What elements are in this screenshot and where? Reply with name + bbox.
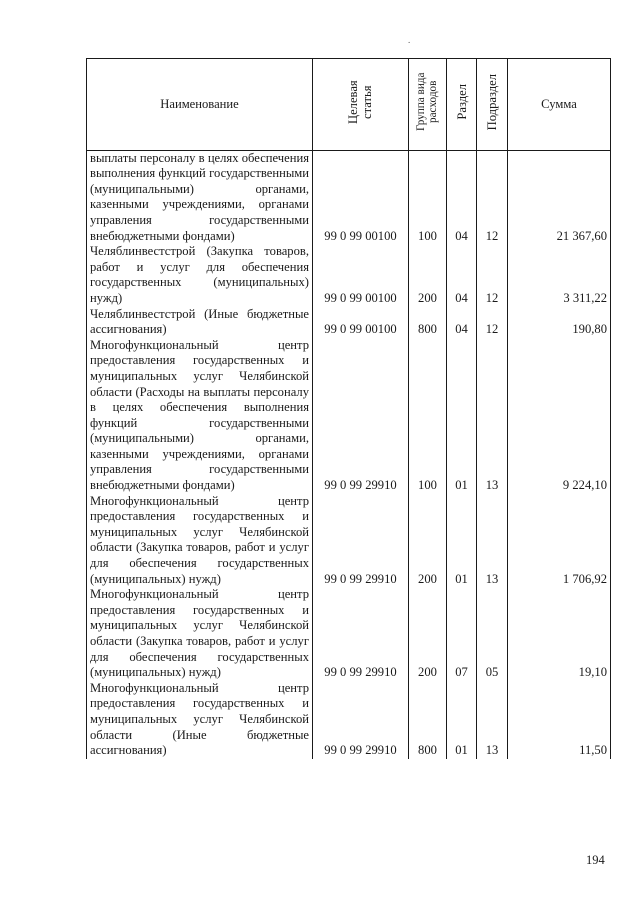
header-target-article-cell [313, 59, 409, 151]
row-article: 99 0 99 29910 [313, 338, 409, 494]
row-section: 07 [447, 587, 477, 681]
table-row [87, 338, 611, 494]
row-name: Многофункциональный центр предоставления государственных и муниципальных услуг Челябинской области (Расходы на выплаты персоналу в целях обеспечения выполнения функций государственными (муниципальными) органами, казенными учреждениями, органами управления государственными внебюджетными фондами) [87, 338, 313, 494]
table-row [87, 307, 611, 338]
header-expense-group-cell [409, 59, 447, 151]
row-name: Челяблинвестстрой (Закупка товаров, работ и услуг для обеспечения государственных (муниципальных) нужд) [87, 244, 313, 306]
table-row [87, 587, 611, 681]
row-sum: 19,10 [508, 587, 611, 681]
row-group: 800 [409, 307, 447, 338]
row-sum: 3 311,22 [508, 244, 611, 306]
row-group: 100 [409, 338, 447, 494]
row-group: 200 [409, 587, 447, 681]
row-subsection: 12 [477, 244, 508, 306]
scan-mark: . [408, 35, 411, 45]
row-sum: 190,80 [508, 307, 611, 338]
row-sum: 9 224,10 [508, 338, 611, 494]
row-sum: 11,50 [508, 681, 611, 759]
row-group: 800 [409, 681, 447, 759]
row-name: Многофункциональный центр предоставления государственных и муниципальных услуг Челябинской области (Закупка товаров, работ и услуг для обеспечения государственных (муниципальных) нужд) [87, 494, 313, 588]
table-row [87, 150, 611, 244]
row-subsection: 12 [477, 307, 508, 338]
header-subsection: Подраздел [485, 73, 499, 131]
row-section: 04 [447, 307, 477, 338]
row-name: Челяблинвестстрой (Иные бюджетные ассигнования) [87, 307, 313, 338]
header-target-article: Целевая статья [345, 80, 374, 124]
table-header-row [87, 59, 611, 151]
row-article: 99 0 99 29910 [313, 494, 409, 588]
row-name: выплаты персоналу в целях обеспечения выполнения функций государственными (муниципальными) органами, казенными учреждениями, органами управления государственными внебюджетными фондами) [87, 150, 313, 244]
header-section-cell [447, 59, 477, 151]
table-row [87, 681, 611, 759]
row-group: 200 [409, 494, 447, 588]
row-subsection: 13 [477, 494, 508, 588]
row-article: 99 0 99 00100 [313, 244, 409, 306]
row-section: 01 [447, 494, 477, 588]
header-expense-group: Группа вида расходов [414, 72, 439, 132]
row-sum: 21 367,60 [508, 150, 611, 244]
row-name: Многофункциональный центр предоставления государственных и муниципальных услуг Челябинской области (Закупка товаров, работ и услуг для обеспечения государственных (муниципальных) нужд) [87, 587, 313, 681]
table-row [87, 244, 611, 306]
row-section: 01 [447, 681, 477, 759]
header-name: Наименование [87, 59, 313, 151]
row-subsection: 12 [477, 150, 508, 244]
page-number: 194 [586, 853, 605, 867]
row-subsection: 13 [477, 338, 508, 494]
row-sum: 1 706,92 [508, 494, 611, 588]
header-sum: Сумма [508, 59, 611, 151]
row-article: 99 0 99 00100 [313, 307, 409, 338]
row-group: 100 [409, 150, 447, 244]
row-article: 99 0 99 29910 [313, 681, 409, 759]
row-group: 200 [409, 244, 447, 306]
table-row [87, 494, 611, 588]
header-subsection-cell [477, 59, 508, 151]
row-section: 01 [447, 338, 477, 494]
row-article: 99 0 99 00100 [313, 150, 409, 244]
row-article: 99 0 99 29910 [313, 587, 409, 681]
header-section: Раздел [454, 84, 469, 120]
budget-table [86, 58, 611, 759]
row-subsection: 05 [477, 587, 508, 681]
row-name: Многофункциональный центр предоставления государственных и муниципальных услуг Челябинской области (Иные бюджетные ассигнования) [87, 681, 313, 759]
row-section: 04 [447, 150, 477, 244]
row-section: 04 [447, 244, 477, 306]
row-subsection: 13 [477, 681, 508, 759]
